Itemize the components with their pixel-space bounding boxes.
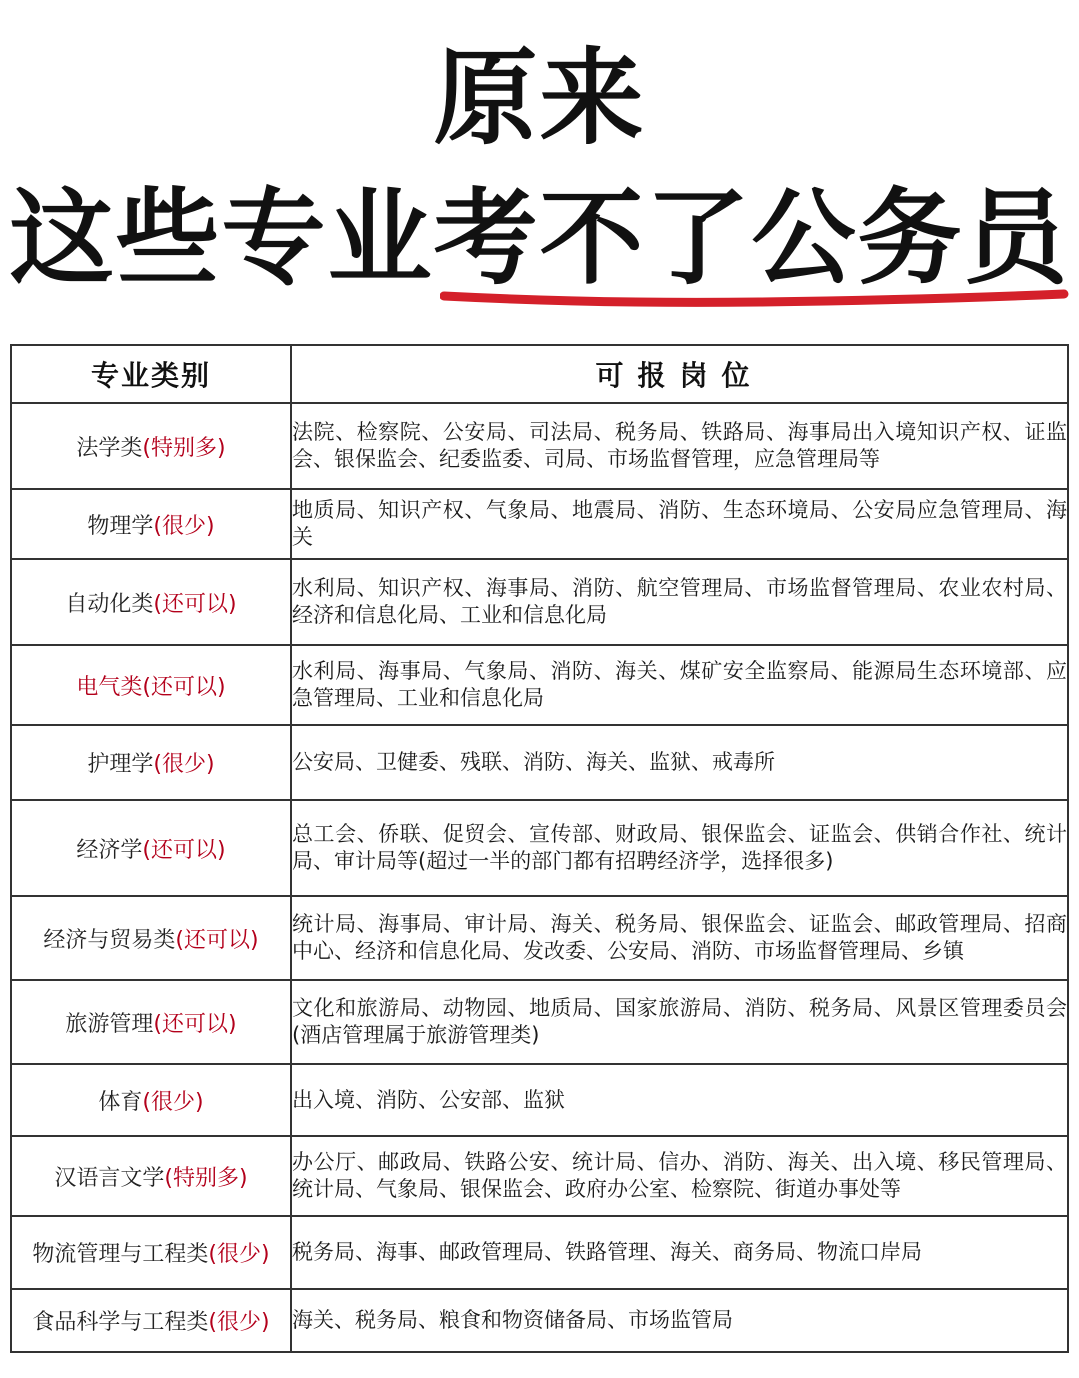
availability-tag: (还可以) — [153, 591, 237, 617]
posts-cell: 公安局、卫健委、残联、消防、海关、监狱、戒毒所 — [291, 725, 1068, 800]
major-cell — [11, 559, 291, 645]
major-cell — [11, 645, 291, 725]
posts-cell: 海关、税务局、粮食和物资储备局、市场监管局 — [291, 1289, 1068, 1352]
availability-tag: (还可以) — [153, 1011, 237, 1037]
posts-cell: 地质局、知识产权、气象局、地震局、消防、生态环境局、公安局应急管理局、海关 — [291, 489, 1068, 559]
table-row — [11, 725, 1068, 800]
availability-tag: (特别多) — [142, 435, 226, 461]
majors-table — [10, 344, 1069, 1353]
availability-tag: (很少) — [153, 513, 215, 539]
major-name: 电气类 — [76, 674, 143, 700]
header-major-category: 专业类别 — [11, 345, 291, 403]
major-cell — [11, 1136, 291, 1216]
major-name: 自动化类 — [65, 591, 154, 617]
table-row — [11, 645, 1068, 725]
red-underline-stroke — [440, 282, 1070, 312]
posts-cell: 总工会、侨联、促贸会、宣传部、财政局、银保监会、证监会、供销合作社、统计局、审计局等(超过一半的部门都有招聘经济学，选择很多) — [291, 800, 1068, 896]
table-row — [11, 489, 1068, 559]
title-line-2: 这些专业考不了公务员 — [9, 177, 1070, 299]
header-eligible-posts: 可报岗位 — [291, 345, 1068, 403]
title-line-1: 原来 — [433, 37, 646, 159]
table-row — [11, 403, 1068, 489]
major-cell — [11, 1216, 291, 1289]
availability-tag: (很少) — [208, 1242, 270, 1267]
posts-cell: 办公厅、邮政局、铁路公安、统计局、信办、消防、海关、出入境、移民管理局、统计局、气象局、银保监会、政府办公室、检察院、街道办事处等 — [291, 1136, 1068, 1216]
major-name: 体育 — [98, 1089, 143, 1115]
major-name: 护理学 — [87, 752, 154, 777]
major-cell — [11, 800, 291, 896]
availability-tag: (很少) — [153, 752, 215, 777]
major-name: 经济与贸易类 — [43, 927, 176, 953]
posts-cell: 水利局、海事局、气象局、消防、海关、煤矿安全监察局、能源局生态环境部、应急管理局、工业和信息化局 — [291, 645, 1068, 725]
posts-cell: 税务局、海事、邮政管理局、铁路管理、海关、商务局、物流口岸局 — [291, 1216, 1068, 1289]
major-name: 法学类 — [76, 435, 143, 461]
posts-cell: 水利局、知识产权、海事局、消防、航空管理局、市场监督管理局、农业农村局、经济和信息化局、工业和信息化局 — [291, 559, 1068, 645]
posts-cell: 法院、检察院、公安局、司法局、税务局、铁路局、海事局出入境知识产权、证监会、银保监会、纪委监委、司局、市场监督管理，应急管理局等 — [291, 403, 1068, 489]
posts-cell: 文化和旅游局、动物园、地质局、国家旅游局、消防、税务局、风景区管理委员会(酒店管理属于旅游管理类) — [291, 980, 1068, 1064]
major-name: 物流管理与工程类 — [32, 1242, 209, 1267]
table-row — [11, 1136, 1068, 1216]
availability-tag: (很少) — [142, 1089, 204, 1115]
table-row — [11, 980, 1068, 1064]
major-name: 经济学 — [76, 837, 143, 863]
major-name: 物理学 — [87, 513, 154, 539]
table-header-row — [11, 345, 1068, 403]
major-name: 食品科学与工程类 — [32, 1310, 209, 1335]
major-name: 汉语言文学 — [54, 1165, 165, 1191]
major-cell — [11, 725, 291, 800]
major-cell — [11, 489, 291, 559]
table-row — [11, 1064, 1068, 1136]
major-cell — [11, 1064, 291, 1136]
table-row — [11, 896, 1068, 980]
table-row — [11, 800, 1068, 896]
major-cell — [11, 403, 291, 489]
availability-tag: (还可以) — [142, 674, 226, 700]
availability-tag: (还可以) — [142, 837, 226, 863]
major-name: 旅游管理 — [65, 1011, 154, 1037]
major-cell — [11, 896, 291, 980]
table-row — [11, 1216, 1068, 1289]
major-cell — [11, 980, 291, 1064]
major-cell — [11, 1289, 291, 1352]
table-row — [11, 1289, 1068, 1352]
availability-tag: (特别多) — [164, 1165, 248, 1191]
availability-tag: (还可以) — [175, 927, 259, 953]
table-row — [11, 559, 1068, 645]
availability-tag: (很少) — [208, 1310, 270, 1335]
posts-cell: 统计局、海事局、审计局、海关、税务局、银保监会、证监会、邮政管理局、招商中心、经济和信息化局、发改委、公安局、消防、市场监督管理局、乡镇 — [291, 896, 1068, 980]
posts-cell: 出入境、消防、公安部、监狱 — [291, 1064, 1068, 1136]
